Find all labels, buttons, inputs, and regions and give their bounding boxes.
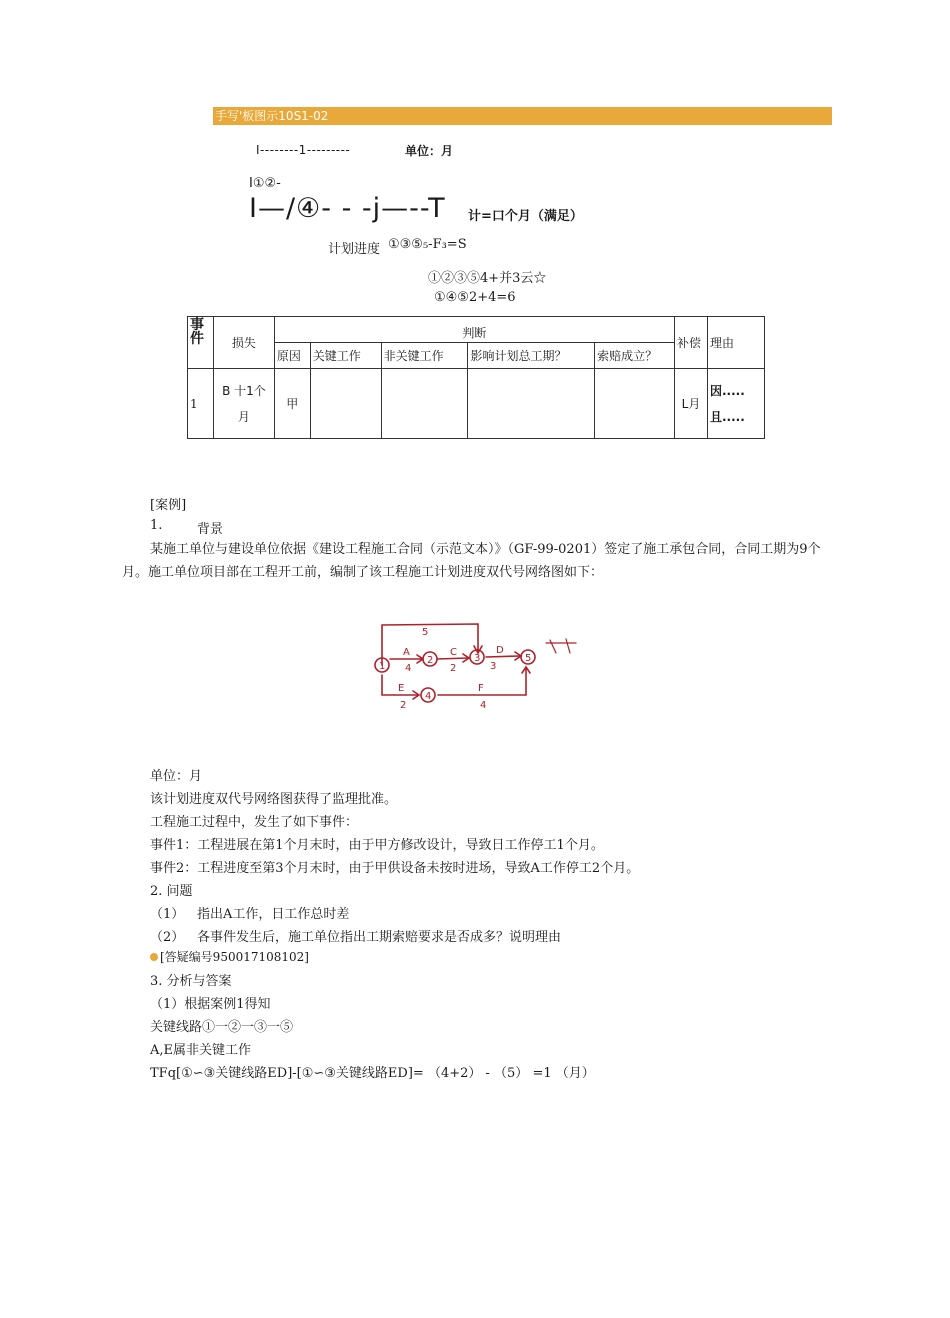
plan-value: ①③⑤₅-F₃=S: [388, 237, 467, 252]
table-row: [188, 369, 765, 439]
sketch-line-2: I①②-: [249, 176, 281, 191]
cell-reason-line-2: 且.....: [709, 409, 745, 424]
cell-noncritical: [381, 369, 468, 439]
cell-loss: [213, 369, 274, 439]
background-title: 背景: [197, 522, 224, 537]
node-label-2: 2: [427, 655, 434, 666]
header-banner: 手写'板图示10S1-02: [213, 107, 832, 125]
event-analysis-table: [187, 316, 765, 439]
background-number: 1.: [150, 518, 163, 533]
cell-claim: [595, 369, 675, 439]
sketch-line-3: I—/④- - -j—--T: [249, 193, 446, 224]
header-judge: 判断: [274, 317, 674, 343]
arrow-label-3: 3: [490, 661, 497, 672]
sketch-unit: 单位：月: [405, 144, 454, 158]
calc-line-1: ①②③⑤4+并3云☆: [428, 271, 547, 286]
case-heading: [案例]: [150, 498, 187, 513]
arrow-label-c: C: [450, 647, 457, 658]
subheader-cause: 原因: [274, 343, 310, 369]
analysis-title: 3. 分析与答案: [150, 974, 232, 989]
header-reason: 理由: [707, 317, 764, 369]
arrow-label-e: E: [398, 683, 405, 694]
cell-event: 1: [188, 369, 214, 439]
cell-compensation: L月: [675, 369, 708, 439]
cell-impact: [468, 369, 595, 439]
header-loss: 损失: [213, 317, 274, 369]
arrow-label-f: F: [478, 683, 484, 694]
arrow-label-a: A: [403, 647, 410, 658]
question-2: 各事件发生后，施工单位指出工期索赔要求是否成多？说明理由: [197, 930, 562, 945]
node-label-5: 5: [525, 653, 532, 664]
sketch-line-1: I--------1---------: [256, 143, 351, 157]
bullet-icon: [150, 953, 158, 961]
subheader-critical: 关键工作: [310, 343, 381, 369]
event-1: 事件1：工程进展在第1个月末时，由于甲方修改设计，导致日工作停工1个月。: [150, 838, 604, 853]
approved-line: 该计划进度双代号网络图获得了监理批准。: [150, 792, 398, 807]
cell-loss-line-1: B 十1个: [222, 383, 266, 398]
arrow-label-d: D: [496, 645, 504, 656]
header-compensation: 补偿: [675, 317, 708, 369]
questions-title: 2. 问题: [150, 884, 193, 899]
sketch-line-3-tail: 计=口个月（满足）: [468, 209, 583, 224]
background-paragraph: 某施工单位与建设单位依据《建设工程施工合同（示范文本）》（GF-99-0201）签定了施工承包合同，合同工期为9个月。施工单位项目部在工程开工前，编制了该工程施工计划进度双代号网络图如下：: [122, 542, 821, 580]
noncritical-works: A,E属非关键工作: [150, 1043, 252, 1058]
header-event: 事件: [188, 317, 214, 369]
question-1-number: （1）: [150, 907, 185, 922]
cell-cause: 甲: [274, 369, 310, 439]
arrow-label-2: 2: [450, 663, 457, 674]
calc-line-2: ①④⑤2+4=6: [434, 290, 516, 305]
subheader-claim: 索赔成立？: [595, 343, 675, 369]
answer-number-line: [150, 948, 309, 965]
event-2: 事件2：工程进度至第3个月末时，由于甲供设备未按时进场，导致A工作停工2个月。: [150, 861, 640, 876]
analysis-1: （1）根据案例1得知: [150, 997, 271, 1012]
unit-line: 单位：月: [150, 769, 203, 784]
cell-reason: [707, 369, 764, 439]
plan-label: 计划进度: [328, 242, 381, 257]
network-diagram: [370, 613, 590, 713]
events-intro: 工程施工过程中，发生了如下事件：: [150, 815, 359, 830]
node-label-1: 1: [379, 661, 386, 672]
critical-path: 关键线路①一②一③一⑤: [150, 1020, 294, 1035]
cell-loss-line-2: 月: [237, 409, 250, 424]
question-1: 指出A工作，日工作总时差: [197, 907, 350, 922]
cell-reason-line-1: 因.....: [709, 383, 745, 398]
arrow-label-5: 5: [422, 627, 429, 638]
question-2-number: （2）: [150, 930, 185, 945]
arrow-label-4b: 4: [480, 700, 487, 711]
arrow-label-4: 4: [405, 663, 412, 674]
subheader-noncritical: 非关键工作: [381, 343, 468, 369]
handwritten-note: [546, 639, 576, 653]
cell-critical: [310, 369, 381, 439]
subheader-impact: 影响计划总工期？: [468, 343, 595, 369]
node-label-3: 3: [474, 653, 481, 664]
arrow-label-2b: 2: [400, 700, 407, 711]
node-label-4: 4: [425, 691, 432, 702]
answer-number: [答疑编号950017108102]: [160, 950, 309, 964]
float-formula: TFq[①∽③关键线路ED]-[①∽③关键线路ED]= （4+2） - （5） =1 （月）: [150, 1066, 595, 1081]
